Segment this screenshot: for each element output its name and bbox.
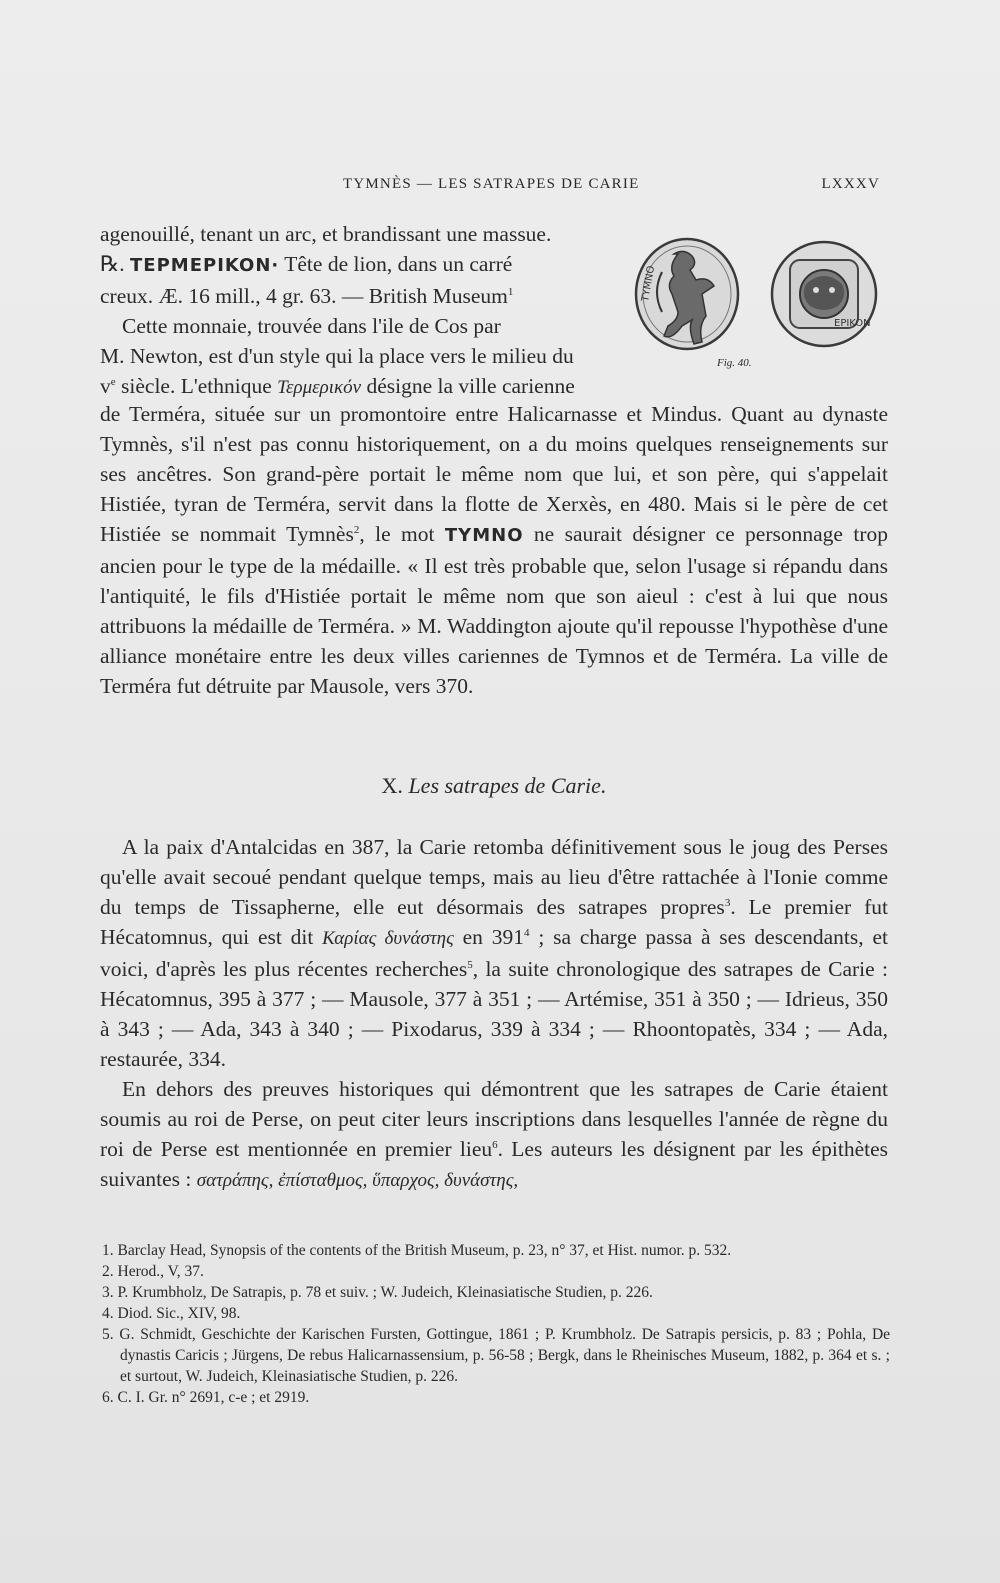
footnote	[102, 1303, 890, 1324]
footnote-ref: 5	[467, 958, 473, 971]
footnote-ref: 6	[492, 1138, 498, 1151]
footnote-ref: 1	[507, 285, 514, 298]
body-text: En dehors des preuves historiques qui démontrent que les satrapes de Carie étaient soumis au roi de Perse, on peut citer leurs inscriptions dans lesquelles l'année de règne du roi de Perse est mentionnée en premier lieu	[100, 1077, 888, 1161]
body-line: creux. Æ. 16 mill., 4 gr. 63. — British Museum	[100, 284, 508, 308]
body-line: siècle. L'ethnique	[115, 374, 278, 398]
footnotes	[102, 1240, 890, 1408]
body-line: Cette monnaie, trouvée dans l'ile de Cos par	[122, 314, 501, 338]
greek-phrase: σατράπης, ἐπίσταθμος, ὕπαρχος, δυνάστης,	[196, 1170, 519, 1191]
footnote-number: 2.	[102, 1263, 114, 1280]
footnote-text: Barclay Head, Synopsis of the contents of the British Museum, p. 23, n° 37, et Hist. numor. p. 532.	[117, 1242, 732, 1259]
body-text: . Le premier fut Hécatomnus, qui est dit	[100, 895, 888, 949]
paragraph-tymnes	[100, 399, 888, 701]
century-numeral: v	[100, 374, 111, 398]
section-title: Les satrapes de Carie.	[408, 773, 607, 798]
footnote-number: 4.	[102, 1305, 114, 1322]
footnote-number: 6.	[102, 1389, 114, 1406]
footnote-text: Diod. Sic., XIV, 98.	[117, 1305, 241, 1322]
body-text: A la paix d'Antalcidas en 387, la Carie retomba définitivement sous le joug des Perses qu'elle avait secoué pendant quelque temps, mais au lieu d'être rattachée à l'Ionie comme du temps de Tissapherne, elle eut désormais des satrapes propres	[100, 835, 888, 919]
body-line: M. Newton, est d'un style qui la place vers le milieu du	[100, 344, 574, 368]
footnote	[102, 1261, 890, 1282]
running-title: TYMNÈS — LES SATRAPES DE CARIE	[343, 176, 640, 192]
coin-legend: TYMNO	[444, 525, 524, 546]
footnote-number: 1.	[102, 1242, 114, 1259]
coin-legend: TEPMEPIKON·	[130, 255, 280, 276]
paragraph-coin-description	[100, 219, 640, 403]
footnote-ref: 2	[353, 523, 360, 536]
greek-word: Τερμερικόν	[277, 377, 362, 398]
reverse-symbol: ℞.	[100, 252, 125, 276]
footnote-text: G. Schmidt, Geschichte der Karischen Fursten, Gottingue, 1861 ; P. Krumbholz. De Satrapis persicis, p. 83 ; Pohla, De dynastis Caricis ; Jürgens, De rebus Halicarnassensium, p. 56-58 ; Bergk, dans le Rheinisches Museum, 1882, p. 364 et s. ; et surtout, W. Judeich, Kleinasiatische Studien, p. 226.	[119, 1326, 891, 1385]
body-text: . Les auteurs les désignent par les épithètes suivantes :	[100, 1137, 888, 1191]
superscript: e	[110, 375, 116, 388]
body-text: en 391	[453, 925, 524, 949]
greek-phrase: Καρίας δυνάστης	[322, 928, 454, 949]
coin-obverse-icon	[636, 239, 738, 349]
svg-text:EPIKON: EPIKON	[834, 318, 871, 329]
svg-text:TYMNO: TYMNO	[640, 264, 658, 303]
footnote-number: 5.	[102, 1326, 114, 1343]
page-number: LXXXV	[821, 176, 880, 192]
body-text: ne saurait désigner ce personnage trop ancien pour le type de la médaille. « Il est très probable que, selon l'usage si répandu dans l'antiquité, le fils d'Histiée portait le même nom que son aieul : c'est à lui que nous attribuons la médaille de Terméra. » M. Waddington ajoute qu'il repousse l'hypothèse d'une alliance monétaire entre les deux villes cariennes de Tymnos et de Terméra. La ville de Terméra fut détruite par Mausole, vers 370.	[100, 522, 888, 698]
page-header	[100, 176, 880, 200]
footnote-ref: 4	[524, 926, 530, 939]
body-line: Tête de lion, dans un carré	[284, 252, 513, 276]
footnote	[102, 1387, 890, 1408]
footnote-text: Herod., V, 37.	[117, 1263, 204, 1280]
footnote-ref: 3	[724, 896, 731, 909]
footnote-number: 3.	[102, 1284, 114, 1301]
footnote	[102, 1282, 890, 1303]
body-text: ; sa charge passa à ses descendants, et voici, d'après les plus récentes recherches	[100, 925, 888, 981]
body-text: , la suite chronologique des satrapes de Carie : Hécatomnus, 395 à 377 ; — Mausole, 377 à 351 ; — Artémise, 351 à 350 ; — Idrieus, 350 à 343 ; — Ada, 343 à 340 ; — Pixodarus, 339 à 334 ; — Rhoontopatès, 334 ; — Ada, restaurée, 334.	[100, 957, 888, 1071]
body-line: agenouillé, tenant un arc, et brandissant une massue.	[100, 222, 552, 246]
section-heading	[100, 773, 888, 799]
figure-caption: Fig. 40.	[717, 357, 752, 369]
coin-figure	[634, 232, 884, 382]
footnote	[102, 1324, 890, 1387]
footnote-text: C. I. Gr. n° 2691, c-e ; et 2919.	[117, 1389, 310, 1406]
paragraph-satrapes	[100, 832, 888, 1196]
footnote-text: P. Krumbholz, De Satrapis, p. 78 et suiv. ; W. Judeich, Kleinasiatische Studien, p. 226.	[117, 1284, 653, 1301]
body-text: de Terméra, située sur un promontoire entre Halicarnasse et Mindus. Quant au dynaste Tymnès, s'il n'est pas connu historiquement, on a du moins quelques renseignements sur ses ancêtres. Son grand-père portait le même nom que lui, et son père, qui s'appelait Histiée, tyran de Terméra, servit dans la flotte de Xerxès, en 480. Mais si le père de cet Histiée se nommait Tymnès	[100, 402, 888, 546]
footnote	[102, 1240, 890, 1261]
section-number: X.	[381, 773, 403, 798]
coin-reverse-icon	[772, 242, 876, 346]
body-text: , le mot	[359, 522, 445, 546]
body-line: désigne la ville carienne	[361, 374, 575, 398]
